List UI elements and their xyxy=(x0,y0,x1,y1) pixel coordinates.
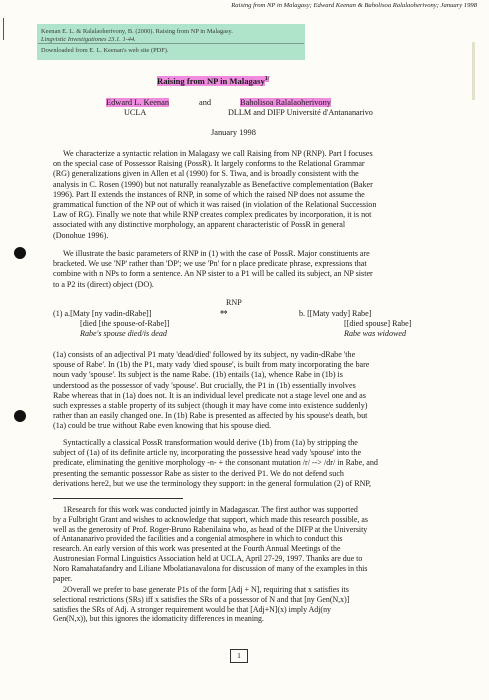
abstract-paragraph xyxy=(53,149,446,241)
text-line: (1a) consists of an adjectival P1 maty 'dead/died' followed by its subject, ny vadin-dRabe 'the xyxy=(53,350,356,359)
example-1b-translation xyxy=(344,329,406,338)
example-1a-gloss-line: [died [the spouse-of-Rabe]] xyxy=(80,319,170,328)
edge-mark xyxy=(472,42,475,100)
text-line: paper. xyxy=(53,573,73,583)
page-number: 1 xyxy=(230,649,248,663)
body-paragraph xyxy=(53,350,446,432)
text-line: (Donohue 1996). xyxy=(53,230,109,240)
example-1a-translation xyxy=(80,329,167,338)
body-paragraph xyxy=(53,249,446,290)
text-line: on the special case of Possessor Raising (PossR). It largely conforms to the Relational Grammar xyxy=(53,159,365,169)
citation-line: Lingvistic Investigationes 23.1. 1-44. xyxy=(41,36,136,43)
text-line: 1996). Part II extends the instances of RNP, in some of which the raised NP does not assume the xyxy=(53,189,365,199)
footnote-divider xyxy=(53,498,183,499)
body-paragraph xyxy=(53,438,446,489)
text-line: such expresses a stable property of its subject (though it may have come into existence suddenly) xyxy=(53,401,368,411)
text-line: (1a) could be true without Rabe even knowing that his spouse died. xyxy=(53,421,272,431)
author-2-affiliation: DLLM and DIFP Université d'Antananarivo xyxy=(228,108,373,117)
text-line: of Antananarivo provided the facilities and a congenial atmosphere in which to conduct this xyxy=(53,534,343,544)
text-line: bracketed. We use 'NP' rather than 'DP'; we use 'Pn' for n place predicate phrase, expressions that xyxy=(53,259,367,269)
text-line: Rabe whereas that in (1a) does not. It is an individual level predicate not a stage level one and as xyxy=(53,390,366,400)
paper-title xyxy=(157,76,269,86)
text-line: combine with n NPs to form a sentence. An NP sister to a P1 will be called its subject, an NP sister xyxy=(53,269,373,279)
author-conjunction: and xyxy=(199,98,212,107)
text-line: We illustrate the basic parameters of RNP in (1) with the case of PossR. Major constituents are xyxy=(63,249,370,258)
author-1-affiliation: UCLA xyxy=(124,108,147,117)
example-1b-gloss-line: [[died spouse] Rabe] xyxy=(344,319,412,328)
text-line: satisfies the SRs of Adj. A stronger requirement would be that [Adj+N](x) imply Adj(ny xyxy=(53,604,331,614)
text-line: Law of RG). Finally we note that while RNP creates complex predicates by incorporation, it is not xyxy=(53,210,372,220)
rnp-label: RNP xyxy=(226,298,242,307)
text-line: noun vady 'spouse'. Its subject is the name Rabe. (1b) entails (1a), whence Rabe in (1b) is xyxy=(53,370,343,380)
text-line: Gen(N,x)), but this ignores the idomaticity differences in meaning. xyxy=(53,614,264,624)
text-line: selectional restrictions (SRs) iff x satisfies the SRs of a possessor of N and that [ny Gen(N,x)] xyxy=(53,594,350,604)
text-line: Austronesian Formal Linguistics Association held at UCLA, April 27-29, 1997. Thanks are due to xyxy=(53,553,363,563)
biconditional-arrow-icon: ⇔ xyxy=(220,308,228,318)
example-1a-line: (1) a.[Maty [ny vadin-dRabe]] xyxy=(53,309,152,318)
text-line: 1Research for this work was conducted jointly in Madagascar. The first author was supported xyxy=(63,505,358,514)
text-line: grammatical function of the NP out of which it was raised (in violation of the Relational Succession xyxy=(53,200,377,210)
paper-date: January 1998 xyxy=(211,128,256,137)
text-line: understood as the possessor of vady 'spouse'. But crucially, the P1 in (1b) essentially involves xyxy=(53,380,356,390)
margin-mark xyxy=(3,18,4,40)
footnote-2 xyxy=(53,585,349,624)
example-1b-line: b. [[Maty vady] Rabe] xyxy=(299,309,372,318)
footnote-1 xyxy=(53,505,368,583)
text-line: to a P2 its (direct) object (DO). xyxy=(53,279,154,289)
text-line: presenting the semantic possessor Rabe as sister to the derived P1. We do not defend such xyxy=(53,468,344,478)
title-text: Raising from NP in Malagasy xyxy=(157,76,265,86)
citation-divider xyxy=(38,43,304,44)
title-footnote-mark: 1/ xyxy=(264,76,270,83)
text-line: predicate, eliminating the genitive morphology -n- + the consonant mutation /r/ --> /dr/ in Rabe, and xyxy=(53,458,378,468)
text-line: associated with any distinctive morphology, an apparent characteristic of PossR in general xyxy=(53,220,346,230)
text-line: spouse of Rabe'. In (1b) the P1, maty vady 'died spouse', is built from maty incorporating the bare xyxy=(53,360,370,370)
punch-hole xyxy=(14,247,26,259)
translation-text: Rabe's spouse died/is dead xyxy=(80,329,167,338)
text-line: by a Fulbright Grant and wishes to acknowledge that support, which made this research possible, as xyxy=(53,514,368,524)
punch-hole xyxy=(14,410,26,422)
citation-line: Downloaded from E. L. Keenan's web site (PDF). xyxy=(41,47,169,54)
text-line: (RG) generalizations given in Allen et al (1990) for S. Tiwa, and is broadly consistent with the xyxy=(53,169,359,179)
text-line: research. An early version of this work was presented at the Fourth Annual Meetings of the xyxy=(53,544,341,554)
text-line: derivations here2, but we use the terminology they support: in the general formulation (2) of RNP, xyxy=(53,478,372,488)
text-line: Syntactically a classical PossR transformation would derive (1b) from (1a) by stripping the xyxy=(63,438,358,447)
text-line: subject of (1a) of its definite article ny, incorporating the possessive head vady 'spouse' into the xyxy=(53,448,362,458)
text-line: 2Overall we prefer to base generate P1s of the form [Adj + N], requiring that x satisfies its xyxy=(63,585,349,594)
text-line: rather than an easily changed one. In (1b) Rabe is presented as affected by his spouse's death, but xyxy=(53,411,368,421)
text-line: well as the generosity of Prof. Roger-Bruno Rabenilaina who, as head of the DIFP at the University xyxy=(53,524,368,534)
translation-text: Rabe was widowed xyxy=(344,329,407,338)
text-line: We characterize a syntactic relation in Malagasy we call Raising from NP (RNP). Part I focuses xyxy=(63,149,373,158)
text-line: analysis in C. Rosen (1990) but not naturally reanalyzable as Benefactive complementation (Baker xyxy=(53,179,373,189)
citation-line: Keenan E. L. & Ralalaoherivony, B. (2000). Raising from NP in Malagasy. xyxy=(41,28,233,35)
text-line: Noro Ramahatafandry and Liliane Mbolatianavalona for discussion of many of the examples in this xyxy=(53,563,368,573)
running-head: Raising from NP in Malagasy; Edward Keenan & Baholisoa Ralalaoherivony; January 1998 xyxy=(231,2,477,9)
author-1-name: Edward L. Keenan xyxy=(106,98,170,107)
author-2-name: Baholisoa Ralalaoherivony xyxy=(240,98,331,107)
